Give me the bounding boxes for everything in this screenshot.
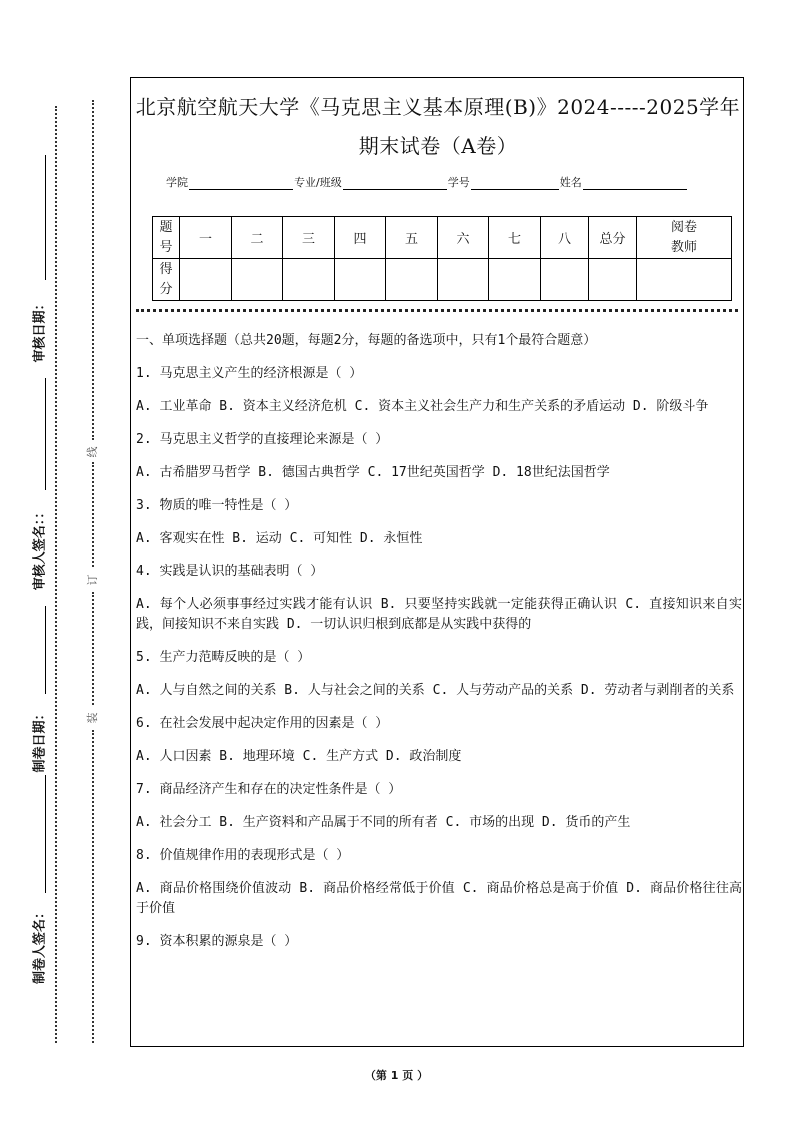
question-stem: 7. 商品经济产生和存在的决定性条件是（ ） — [136, 782, 402, 797]
major-class-field[interactable] — [343, 177, 447, 190]
binding-dotted-line — [92, 462, 94, 567]
score-cell-reviewer[interactable] — [637, 259, 732, 301]
score-cell-4[interactable] — [335, 259, 386, 301]
college-label: 学院 — [166, 176, 188, 189]
score-cell-8[interactable] — [541, 259, 589, 301]
question-stem: 1. 马克思主义产生的经济根源是（ ） — [136, 366, 363, 381]
question-stem: 5. 生产力范畴反映的是（ ） — [136, 650, 311, 665]
question-options: A. 人口因素 B. 地理环境 C. 生产方式 D. 政治制度 — [136, 749, 462, 764]
name-field[interactable] — [583, 177, 687, 190]
question-stem: 6. 在社会发展中起决定作用的因素是（ ） — [136, 716, 389, 731]
review-date-line[interactable] — [45, 378, 46, 490]
binding-char-xian: 线 — [86, 446, 99, 458]
question-options: A. 人与自然之间的关系 B. 人与社会之间的关系 C. 人与劳动产品的关系 D. 劳动者与剥削者的关系 — [136, 683, 735, 698]
exam-subtitle: 期末试卷（A卷） — [358, 134, 518, 158]
col-3: 三 — [283, 217, 335, 259]
score-cell-7[interactable] — [489, 259, 541, 301]
question-stem: 3. 物质的唯一特性是（ ） — [136, 498, 298, 513]
binding-dotted-line — [92, 100, 94, 440]
question-options: A. 古希腊罗马哲学 B. 德国古典哲学 C. 17世纪英国哲学 D. 18世纪法国哲学 — [136, 465, 610, 480]
score-cell-3[interactable] — [283, 259, 335, 301]
signature-line[interactable] — [45, 155, 46, 280]
score-table — [152, 216, 732, 301]
score-row — [153, 259, 732, 301]
score-cell-2[interactable] — [232, 259, 283, 301]
college-field[interactable] — [189, 177, 293, 190]
student-info-row — [166, 174, 688, 190]
prepare-date-line[interactable] — [45, 775, 46, 893]
name-label: 姓名 — [559, 176, 582, 189]
exam-title: 北京航空航天大学《马克思主义基本原理(B)》2024-----2025学年 — [135, 95, 741, 119]
student-id-field[interactable] — [471, 177, 559, 190]
section-title: 一、单项选择题（总共20题，每题2分，每题的备选项中，只有1个最符合题意） — [136, 333, 597, 348]
binding-dotted-line — [92, 730, 94, 1043]
page-number: （第 1 页 ） — [364, 1069, 429, 1082]
score-cell-total[interactable] — [589, 259, 637, 301]
binding-dotted-line-outer — [55, 106, 57, 1043]
reviewer-signature-label: 审核人签名：： — [32, 505, 48, 591]
question-options: A. 客观实在性 B. 运动 C. 可知性 D. 永恒性 — [136, 531, 423, 546]
binding-char-ding: 订 — [86, 574, 99, 586]
question-stem: 4. 实践是认识的基础表明（ ） — [136, 564, 324, 579]
col-8: 八 — [541, 217, 589, 259]
col-5: 五 — [386, 217, 438, 259]
col-4: 四 — [335, 217, 386, 259]
reviewer-signature-line[interactable] — [45, 606, 46, 694]
score-cell-5[interactable] — [386, 259, 438, 301]
col-1: 一 — [180, 217, 232, 259]
exam-page-frame — [130, 77, 744, 1047]
question-options: A. 每个人必须事事经过实践才能有认识 B. 只要坚持实践就一定能获得正确认识 C. 直接知识来自实践，间接知识不来自实践 D. 一切认识归根到底都是从实践中获得的 — [136, 597, 742, 632]
preparer-signature-label: 制卷人签名： — [32, 905, 48, 985]
score-cell-1[interactable] — [180, 259, 232, 301]
question-number-header: 题 号 — [153, 217, 180, 259]
reviewer-header: 阅卷 教师 — [637, 217, 732, 259]
question-options: A. 工业革命 B. 资本主义经济危机 C. 资本主义社会生产力和生产关系的矛盾运动 D. 阶级斗争 — [136, 399, 709, 414]
review-date-label: 审核日期： — [32, 297, 48, 363]
question-stem: 2. 马克思主义哲学的直接理论来源是（ ） — [136, 432, 389, 447]
question-stem: 8. 价值规律作用的表现形式是（ ） — [136, 848, 350, 863]
score-header: 得 分 — [153, 259, 180, 301]
col-7: 七 — [489, 217, 541, 259]
col-total: 总分 — [589, 217, 637, 259]
score-cell-6[interactable] — [438, 259, 489, 301]
question-options: A. 社会分工 B. 生产资料和产品属于不同的所有者 C. 市场的出现 D. 货币的产生 — [136, 815, 631, 830]
questions-section — [136, 331, 742, 965]
prepare-date-label: 制卷日期： — [32, 707, 48, 773]
question-stem: 9. 资本积累的源泉是（ ） — [136, 934, 298, 949]
binding-dotted-line — [92, 592, 94, 705]
student-id-label: 学号 — [447, 176, 470, 189]
binding-char-zhuang: 装 — [86, 712, 99, 724]
header-separator — [136, 309, 738, 312]
col-6: 六 — [438, 217, 489, 259]
question-options: A. 商品价格围绕价值波动 B. 商品价格经常低于价值 C. 商品价格总是高于价值 D. 商品价格往往高于价值 — [136, 881, 742, 916]
question-number-row — [153, 217, 732, 259]
col-2: 二 — [232, 217, 283, 259]
major-class-label: 专业/班级 — [294, 176, 342, 189]
